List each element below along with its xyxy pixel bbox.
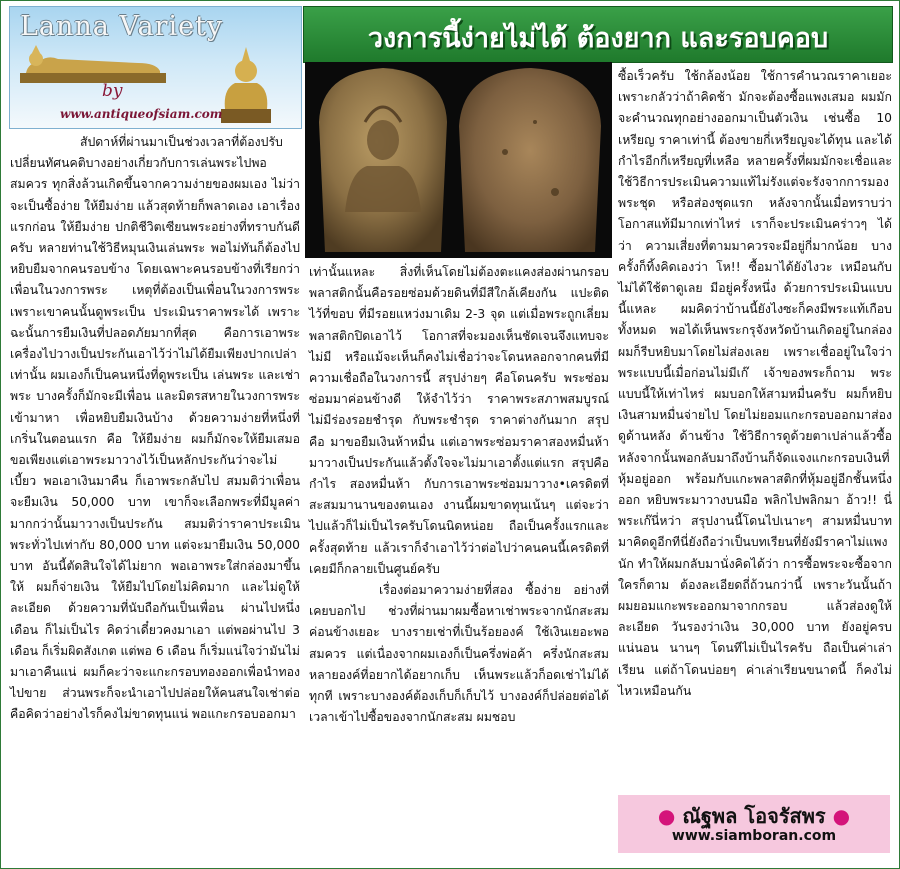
author-website: www.siamboran.com xyxy=(671,828,837,844)
lanna-variety-logo xyxy=(9,6,302,129)
amulet-photo xyxy=(305,62,612,258)
headline-title: วงการนี้ง่ายไม่ได้ ต้องยาก และรอบคอบ xyxy=(367,23,829,54)
article-paragraph: เรื่องต่อมาความง่ายที่สอง ซื้อง่าย อย่างที่เคยบอกไป ช่วงที่ผ่านมาผมซื้อหาเช่าพระจากนักสะสมค่อนข้างเยอะ บางรายเช่าที่เป็นร้อยองค์ ใช้เงินเยอะพอสมควร แต่เนื่องจากผมเองก็เป็นครึ่งพ่อค้า ครึ่งนักสะสม หลายองค์ที่อยากได้อยากเก็บ เห็นพระแล้วก็อดเช่าไม่ได้ทุกที เพราะบางองค์ต้องเก็บก็เก็บไว้ บางองค์ก็ปล่อยต่อได้ เวลาเข้าไปซื้อของจากนักสะสม ผมชอบ xyxy=(309,583,609,725)
seated-buddha-icon xyxy=(215,43,277,125)
article-column-1 xyxy=(10,132,300,726)
logo-url: www.antiqueofsiam.com xyxy=(60,107,223,121)
logo-title: Lanna Variety xyxy=(20,11,224,42)
headline-banner xyxy=(303,6,893,63)
author-name: ณัฐพล โอจรัสพร xyxy=(682,804,826,828)
author-signature-box xyxy=(618,795,890,853)
reclining-buddha-icon xyxy=(18,45,168,85)
amulet-front-back-image xyxy=(305,62,612,258)
article-paragraph: สัปดาห์ที่ผ่านมาเป็นช่วงเวลาที่ต้องปรับเปลี่ยนทัศนคติบางอย่างเกี่ยวกับการเล่นพระไปพอสมควร ทุกสิ่งล้วนเกิดขึ้นจากความง่ายของผมเอง ไม่ว่าจะเป็นซื้อง่าย ให้ยืมง่าย แล้วสุดท้ายก็พลาดเอง เอาเรื่องแรกก่อน ให้ยืมง่าย ปกติชีวิตเซียนพระอย่างที่ทราบกันดีครับ หลายท่านใช้วิธีหมุนเงินเล่นพระ พอไม่ทันก็ต้องไปหยิบยืมจากคนรอบข้าง โดยเฉพาะคนรอบข้างที่เรียกว่าเพื่อนในวงการพระ เหตุที่ต้องเป็นเพื่อนในวงการพระ เพราะเขาคนนั้นดูพระเป็น ประเมินราคาพระได้ เพราะฉะนั้นการยืมเงินที่ปลอดภัยมากที่สุด คือการเอาพระเครื่องไปวางเป็นประกันเอาไว้ว่าไม่ได้ยืมเพียงปากเปล่าเท่านั้น ผมเองก็เป็นคนหนึ่งที่ดูพระเป็น เล่นพระ และเช่าพระ บางครั้งก็มักจะมีเพื่อน และมิตรสหายในวงการพระเข้ามาหา เพื่อหยิบยืมเงินบ้าง ด้วยความง่ายที่หนึ่งที่เกริ่นในตอนแรก คือ ให้ยืมง่าย ผมก็มักจะให้ยืมเสมอ ขอเพียงแต่เอาพระมาวางไว้เป็นหลักประกันว่าจะไม่เบี้ยว พอเอาเงินมาคืน ก็เอาพระกลับไป สมมติว่าเพื่อนจะยืมเงิน 50,000 บาท เขาก็จะเลือกพระที่มีมูลค่ามากกว่านั้นมาวางเป็นประกัน สมมติว่าราคาประเมินพระทั่วไปเท่ากับ 80,000 บาท แต่จะมายืมเงิน 50,000 บาท อันนี้ตัดสินใจได้ไม่ยาก พอเอาพระใส่กล่องมาขึ้นให้ ผมก็จ่ายเงิน ให้ยืมไปโดยไม่คิดมาก และไม่ดูให้ละเอียด ด้วยความที่นับถือกันเป็นเพื่อน ผ่านไปหนึ่งเดือน ก็ไม่เป็นไร คิดว่าเดี๋ยวคงมาเอา แต่พอผ่านไป 3 เดือน ก็เริ่มผิดสังเกต แต่พอ 6 เดือน ก็เริ่มแน่ใจว่ามันไม่มาเอาคืนแน่ ผมก็คะว่าจะแกะกรอบทองออกเพื่อนำทองไปขาย ส่วนพระก็จะนำเอาไปปล่อยให้คนสนใจเช่าต่อ คือคิดว่าอย่างไรก็คงไม่ขาดทุนแน่ พอแกะกรอบออกมา xyxy=(10,135,300,722)
logo-by: by xyxy=(102,81,123,101)
article-paragraph: ซื้อเร็วครับ ใช้กล้องน้อย ใช้การคำนวณราคาเยอะ เพราะกลัวว่าถ้าคิดช้า มักจะต้องซื้อแพงเสมอ ผมมักจะคำนวณทุกอย่างออกมาเป็นตัวเงิน เช่นซื้อ 10 เหรียญ ราคาเท่านี้ ต้องขายกี่เหรียญจะได้ทุน และได้กำไรอีกกี่เหรียญที่เหลือ หลายครั้งที่ผมมักจะเชื่อและใช้วิธีการประเมินความแท้ไม่รังแต่จะรังจากการมองพระชุด หรือส่องชุดแรก หลังจากนั้นเมื่อทราบว่าโอกาสแท้มีมากเท่าไหร่ เราก็จะประเมินคร่าวๆ ได้ว่า ความเสี่ยงที่ตามมาควรจะมีอยู่กี่มากน้อย บางครั้งก็ทิ้งคิดเองว่า โห!! ซื้อมาได้ยังไงวะ เหมือนกับไม่ได้ใช้ตาดูเลย มีอยู่ครั้งหนึ่ง ด้วยการประเมินแบบนี้แหละ ผมคิดว่าบ้านนี้ยังไงซะก็คงมีพระแท้เกือบทั้งหมด พอได้เห็นพระกรุจังหวัดบ้านเกิดอยู่ในกล่องผมก็รีบหยิบมาโดยไม่ส่องเลย เพราะเชื่ออยู่ในใจว่าพระแบบนี้เมื่อก่อนไม่มีเก๊ เจ้าของพระก็ถาม พระแบบนี้ให้เท่าไหร่ ผมบอกให้สามหมื่นครับ ผมก็หยิบเงินสามหมื่นจ่ายไป โดยไม่ยอมแกะกรอบออกมาส่องดูด้านหลัง ด้านข้าง ใช้วิธีการดูด้วยตาเปล่าแล้วซื้อ หลังจากนั้นพอกลับมาถึงบ้านก็จัดแจงแกะกรอบเงินที่หุ้มอยู่ออก พร้อมกับแกะพลาสติกที่หุ้มอยู่อีกชั้นหนึ่งออก หยิบพระมาวางบนมือ พลิกไปพลิกมา อ้าว!! นี่พระเก๊นี่หว่า สรุปงานนี้โดนไปเนาะๆ สามหมื่นบาท มาคิดดูอีกทีนี่ยังถือว่าเป็นบทเรียนที่ยังมีราคาไม่แพงนัก ทำให้ผมกลับมานั่งคิดได้ว่า การซื้อพระจะซื้อจากใครก็ตาม ต้องละเอียดถี่ถ้วนกว่านี้ เพราะวันนั้นถ้าผมยอมแกะพระออกมาจากกรอบ แล้วส่องดูให้ละเอียด วันรองว่าเงิน 30,000 บาท ยังอยู่ครบแน่นอน นานๆ โดนทีไม่เป็นไรครับ ถือเป็นค่าเล่าเรียน แต่ถ้าโดนบ่อยๆ ค่าเล่าเรียนขนาดนี้ ก็คงไม่ไหวเหมือนกัน xyxy=(618,69,892,698)
article-paragraph: เท่านั้นแหละ สิ่งที่เห็นโดยไม่ต้องตะแคงส่องผ่านกรอบพลาสติกนั้นคือรอยซ่อมด้วยดินที่มีสีใกล้เคียงกัน แปะติดไว้ที่ขอบ ที่มีรอยแหว่งมาเดิม 2-3 จุด แต่เมื่อพระถูกเลี่ยมพลาสติกปิดเอาไว้ โอกาสที่จะมองเห็นชัดเจนจึงแทบจะไม่มี หรือแม้จะเห็นก็คงไม่เชื่อว่าจะโดนหลอกจากคนที่มีความเชื่อถือในวงการนี้ สรุปง่ายๆ คือโดนครับ พระซ่อม ซ่อมมาค่อนข้างดี ให้จำไว้ว่า ราคาพระสภาพสมบูรณ์ ไม่มีร่องรอยชำรุด กับพระชำรุด ราคาต่างกันมาก สรุป คือ มาขอยืมเงินห้าหมื่น แต่เอาพระซ่อมราคาสองหมื่นห้ามาวางเป็นประกันแล้วตั้งใจจะไม่มาเอาตั้งแต่แรก สรุปคือ กำไร สองหมื่นห้า กับการเอาพระซ่อมมาวาง•เครดิตที่สะสมมานานของตนเอง งานนี้ผมขาดทุนเน้นๆ แต่จะว่าไปแล้วก็ไม่เป็นไรครับโดนนิดหน่อย ถือเป็นครั้งแรกและครั้งสุดท้าย แล้วเราก็จำเอาไว้ว่าต่อไปว่าคนคนนี้เครดิตที่เคยมีก็กลายเป็นศูนย์ครับ xyxy=(309,265,609,576)
bullet-icon: ● xyxy=(832,804,851,828)
bullet-icon: ● xyxy=(657,804,676,828)
article-column-2 xyxy=(309,262,609,728)
article-column-3 xyxy=(618,66,892,702)
